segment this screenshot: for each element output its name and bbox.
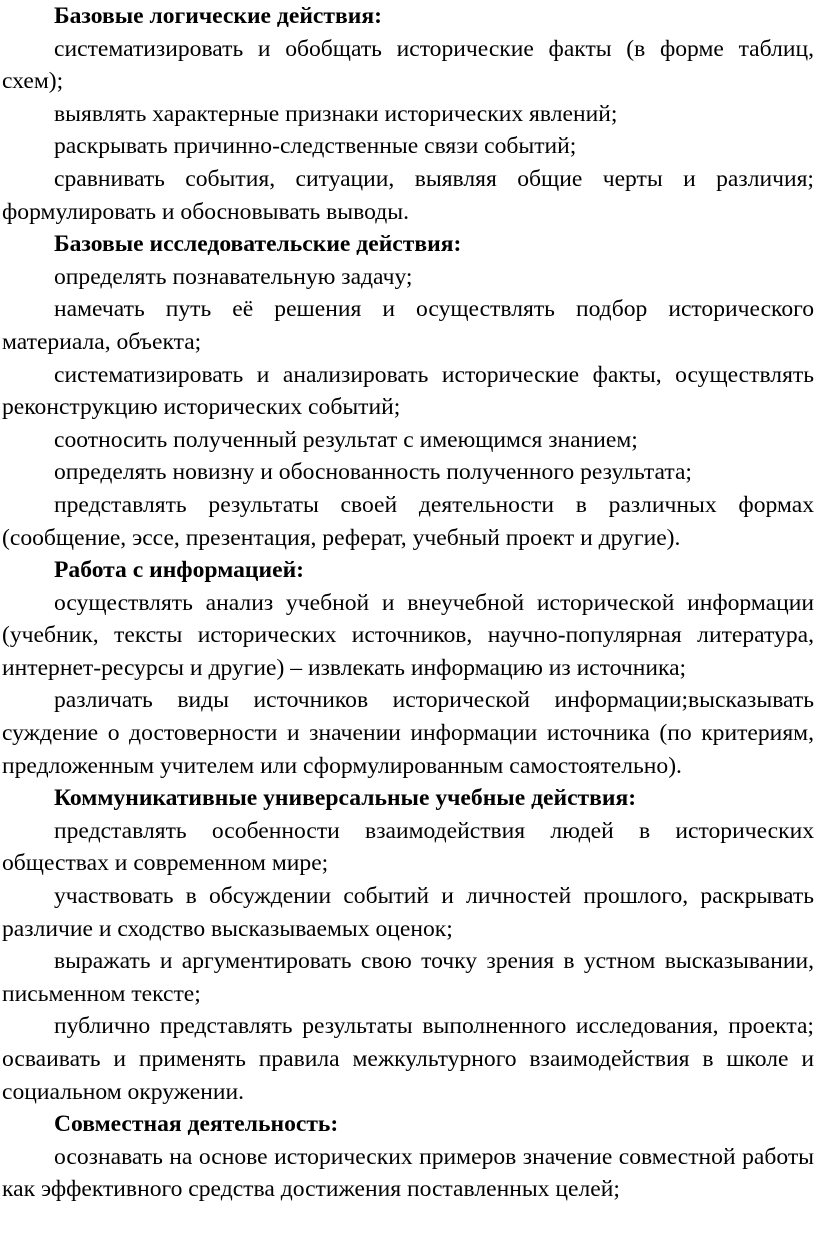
list-item: различать виды источников исторической информации;высказывать суждение о достоверности и значении информации источника (по критериям, предложенным учителем или сформулированным самостоятельно). <box>2 687 814 779</box>
list-item: представлять особенности взаимодействия людей в исторических обществах и современном мире; <box>2 817 814 877</box>
list-item: осознавать на основе исторических примеров значение совместной работы как эффективного средства достижения поставленных целей; <box>2 1143 814 1203</box>
list-item: намечать путь её решения и осуществлять подбор исторического материала, объекта; <box>2 296 814 355</box>
list-item: систематизировать и анализировать исторические факты, осуществлять реконструкцию исторических событий; <box>2 361 814 421</box>
section-heading-research: Базовые исследовательские действия: <box>54 231 462 258</box>
list-item: осуществлять анализ учебной и внеучебной исторической информации (учебник, тексты исторических источников, научно-популярная литература, интернет-ресурсы и другие) – извлекать информацию из источника; <box>2 589 814 681</box>
list-item: определять новизну и обоснованность полученного результата; <box>54 459 692 486</box>
section-heading-communicative: Коммуникативные универсальные учебные действия: <box>54 785 637 812</box>
list-item: раскрывать причинно-следственные связи событий; <box>54 133 577 160</box>
section-heading-joint-activity: Совместная деятельность: <box>54 1111 339 1138</box>
list-item: выражать и аргументировать свою точку зрения в устном высказывании, письменном тексте; <box>2 948 814 1007</box>
section-heading-logical: Базовые логические действия: <box>54 3 382 29</box>
list-item: участвовать в обсуждении событий и личностей прошлого, раскрывать различие и сходство высказываемых оценок; <box>2 883 814 942</box>
section-heading-information: Работа с информацией: <box>54 557 305 584</box>
list-item: сравнивать события, ситуации, выявляя общие черты и различия; формулировать и обосновывать выводы. <box>2 165 814 225</box>
list-item: представлять результаты своей деятельности в различных формах (сообщение, эссе, презентация, реферат, учебный проект и другие). <box>2 491 814 551</box>
list-item: выявлять характерные признаки исторических явлений; <box>54 100 618 127</box>
list-item: соотносить полученный результат с имеющимся знанием; <box>54 426 638 453</box>
list-item: определять познавательную задачу; <box>54 263 413 290</box>
list-item: публично представлять результаты выполненного исследования, проекта; осваивать и применять правила межкультурного взаимодействия в школе и социальном окружении. <box>2 1013 814 1105</box>
list-item: систематизировать и обобщать исторические факты (в форме таблиц, схем); <box>2 35 814 95</box>
